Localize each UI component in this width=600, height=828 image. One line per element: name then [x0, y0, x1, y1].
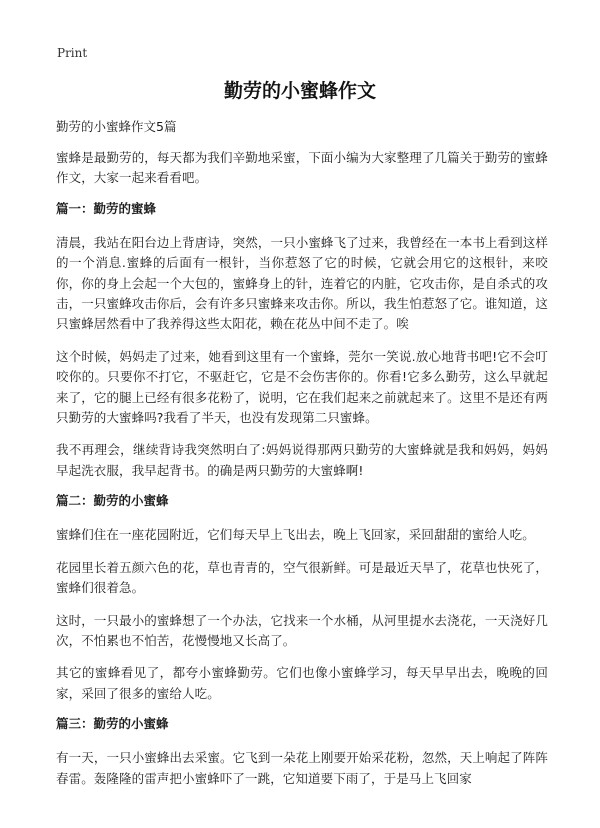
paragraph: 蜜蜂们住在一座花园附近，它们每天早上飞出去，晚上飞回家，采回甜甜的蜜给人吃。 — [56, 527, 535, 543]
document-subtitle: 勤劳的小蜜蜂作文5篇 — [56, 119, 177, 134]
paragraph: 这个时候，妈妈走了过来，她看到这里有一个蜜蜂，莞尔一笑说.放心地背书吧!它不会叮咬你的。只要你不打它，不驱赶它，它是不会伤害你的。你看!它多么勤劳，这么早就起来了，它的腿上已经有很多花粉了，说明，它在我们起来之前就起来了。这里不是还有两只勤劳的大蜜蜂吗?我看了半天，也没有发现第二只蜜蜂。 — [56, 348, 548, 426]
paragraph: 清晨，我站在阳台边上背唐诗，突然，一只小蜜蜂飞了过来，我曾经在一本书上看到这样的一个消息.蜜蜂的后面有一根针，当你惹怒了它的时候，它就会用它的这根针，来咬你，你的身上会起一个大包的，蜜蜂身上的针，连着它的内脏，它攻击你，是自杀式的攻击，一只蜜蜂攻击你后，会有许多只蜜蜂来攻击你。所以，我生怕惹怒了它。谁知道，这只蜜蜂居然看中了我养得这些太阳花，赖在花丛中间不走了。唉 — [56, 234, 548, 332]
paragraph: 这时，一只最小的蜜蜂想了一个办法，它找来一个水桶，从河里提水去浇花，一天浇好几次，不怕累也不怕苦，花慢慢地又长高了。 — [56, 612, 548, 648]
section-heading: 篇一：勤劳的蜜蜂 — [56, 200, 157, 216]
document-body — [56, 119, 548, 801]
print-link[interactable]: Print — [57, 46, 88, 60]
section-3 — [56, 716, 548, 789]
section-2 — [56, 493, 548, 704]
intro-paragraph: 蜜蜂是最勤劳的，每天都为我们辛勤地采蜜，下面小编为大家整理了几篇关于勤劳的蜜蜂作文，大家一起来看看吧。 — [56, 150, 548, 186]
document-title: 勤劳的小蜜蜂作文 — [223, 80, 376, 102]
section-heading: 篇二：勤劳的小蜜蜂 — [56, 493, 169, 509]
paragraph: 我不再理会，继续背诗我突然明白了:妈妈说得那两只勤劳的大蜜蜂就是我和妈妈，妈妈早起洗衣服，我早起背书。的确是两只勤劳的大蜜蜂啊! — [56, 442, 548, 478]
paragraph: 其它的蜜蜂看见了，都夸小蜜蜂勤劳。它们也像小蜜蜂学习，每天早早出去，晚晚的回家，采回了很多的蜜给人吃。 — [56, 665, 548, 701]
section-1 — [56, 201, 548, 481]
paragraph: 有一天，一只小蜜蜂出去采蜜。它飞到一朵花上刚要开始采花粉，忽然，天上响起了阵阵春雷。轰隆隆的雷声把小蜜蜂吓了一跳，它知道要下雨了，于是马上飞回家 — [56, 750, 548, 786]
paragraph: 花园里长着五颜六色的花，草也青青的，空气很新鲜。可是最近天旱了，花草也快死了，蜜蜂们很着急。 — [56, 559, 548, 596]
section-heading: 篇三：勤劳的小蜜蜂 — [56, 716, 169, 732]
